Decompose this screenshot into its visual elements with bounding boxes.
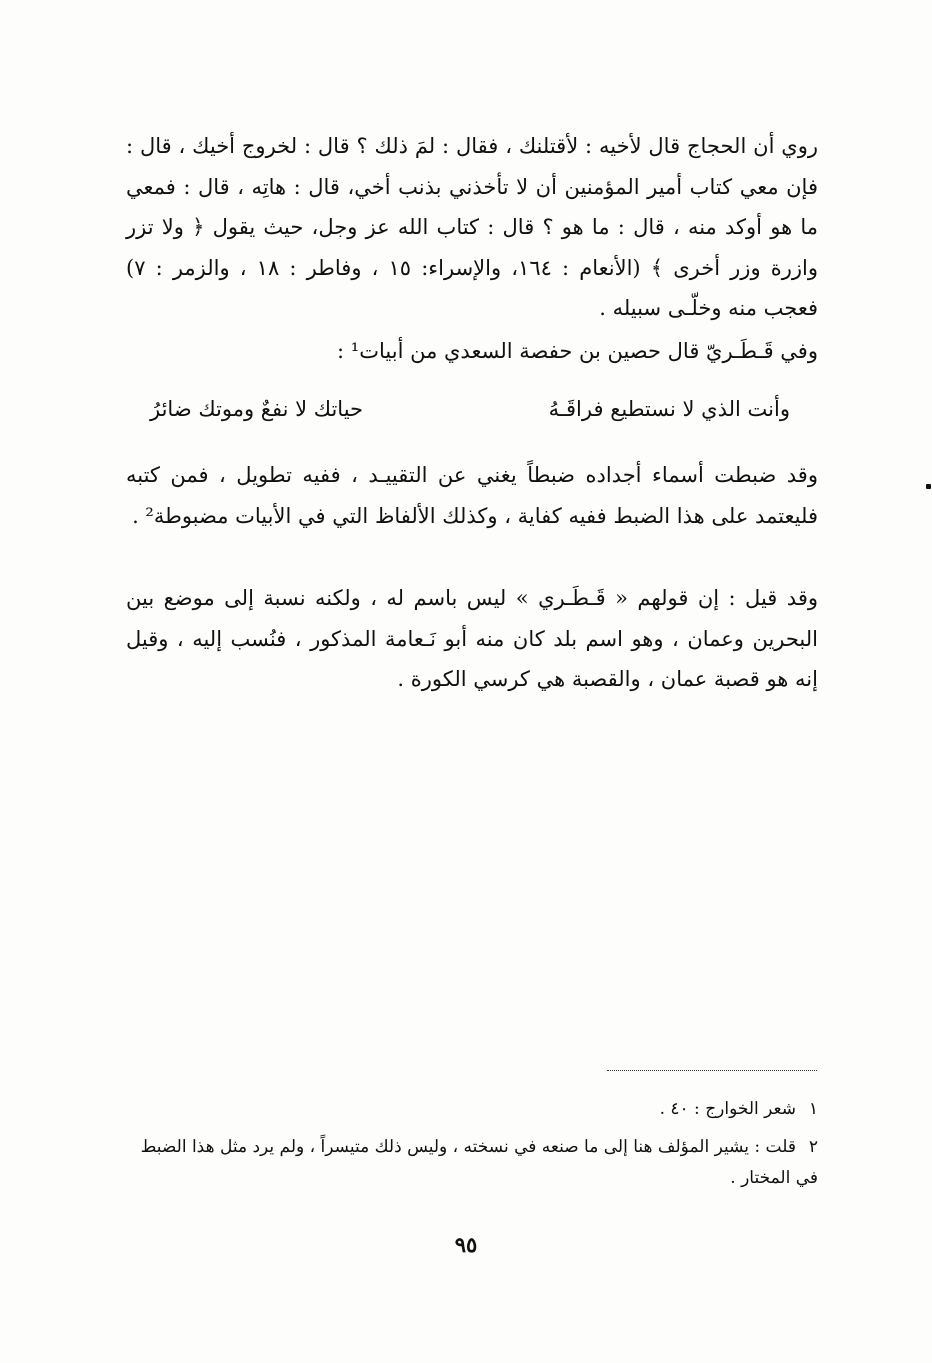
- paragraph-qatari-origin: وقد قيل : إن قولهم « قَـطَـري » ليس باسم له ، ولكنه نسبة إلى موضع بين البحرين وعمان ، وهو اسم بلد كان منه أبو نَـعامة المذكور ، فنُسب إليه ، وقيل إنه هو قصبة عمان ، والقصبة هي كرسي الكورة .: [126, 586, 818, 691]
- footnotes: [126, 1094, 818, 1201]
- footnote-number: ٢: [808, 1137, 818, 1157]
- footnote-text: قلت : يشير المؤلف هنا إلى ما صنعه في نسخته ، وليس ذلك متيسراً ، ولم يرد مثل هذا الضبط في المختار .: [140, 1137, 818, 1188]
- paragraph-verse-intro: وفي قَـطَـريّ قال حصين بن حفصة السعدي من أبيات¹ :: [337, 339, 818, 363]
- footnote-1: [126, 1094, 818, 1125]
- footnote-text: شعر الخوارج : ٤٠ .: [659, 1099, 796, 1119]
- margin-mark: [926, 484, 931, 489]
- verse-first-hemistich: وأنت الذي لا نستطيع فراقَـهُ: [548, 397, 790, 421]
- verse-second-hemistich: حياتك لا نفعٌ وموتك ضائرُ: [150, 397, 364, 421]
- paragraph-hajjaj-story: روي أن الحجاج قال لأخيه : لأقتلنك ، فقال : لمَ ذلك ؟ قال : لخروج أخيك ، قال : فإن معي كتاب أمير المؤمنين أن لا تأخذني بذنب أخي، قال : هاتِه ، قال : فمعي ما هو أوكد منه ، قال : ما هو ؟ قال : كتاب الله عز وجل، حيث يقول ﴿ ولا تزر وازرة وزر أخرى ﴾ (الأنعام : ١٦٤، والإسراء: ١٥ ، وفاطر : ١٨ ، والزمر : ٧) فعجب منه وخلّـى سبيله .: [126, 134, 818, 320]
- page-number: ٩٥: [454, 1232, 478, 1257]
- poetry-verse: [150, 389, 790, 429]
- footnote-number: ١: [808, 1099, 818, 1119]
- footnote-separator: [607, 1070, 817, 1071]
- paragraph-names-vocalization: وقد ضبطت أسماء أجداده ضبطاً يغني عن التقييـد ، ففيه تطويل ، فمن كتبه فليعتمد على هذا الضبط ففيه كفاية ، وكذلك الألفاظ التي في الأبيات مضبوطة² .: [126, 463, 818, 528]
- footnote-2: [126, 1132, 818, 1194]
